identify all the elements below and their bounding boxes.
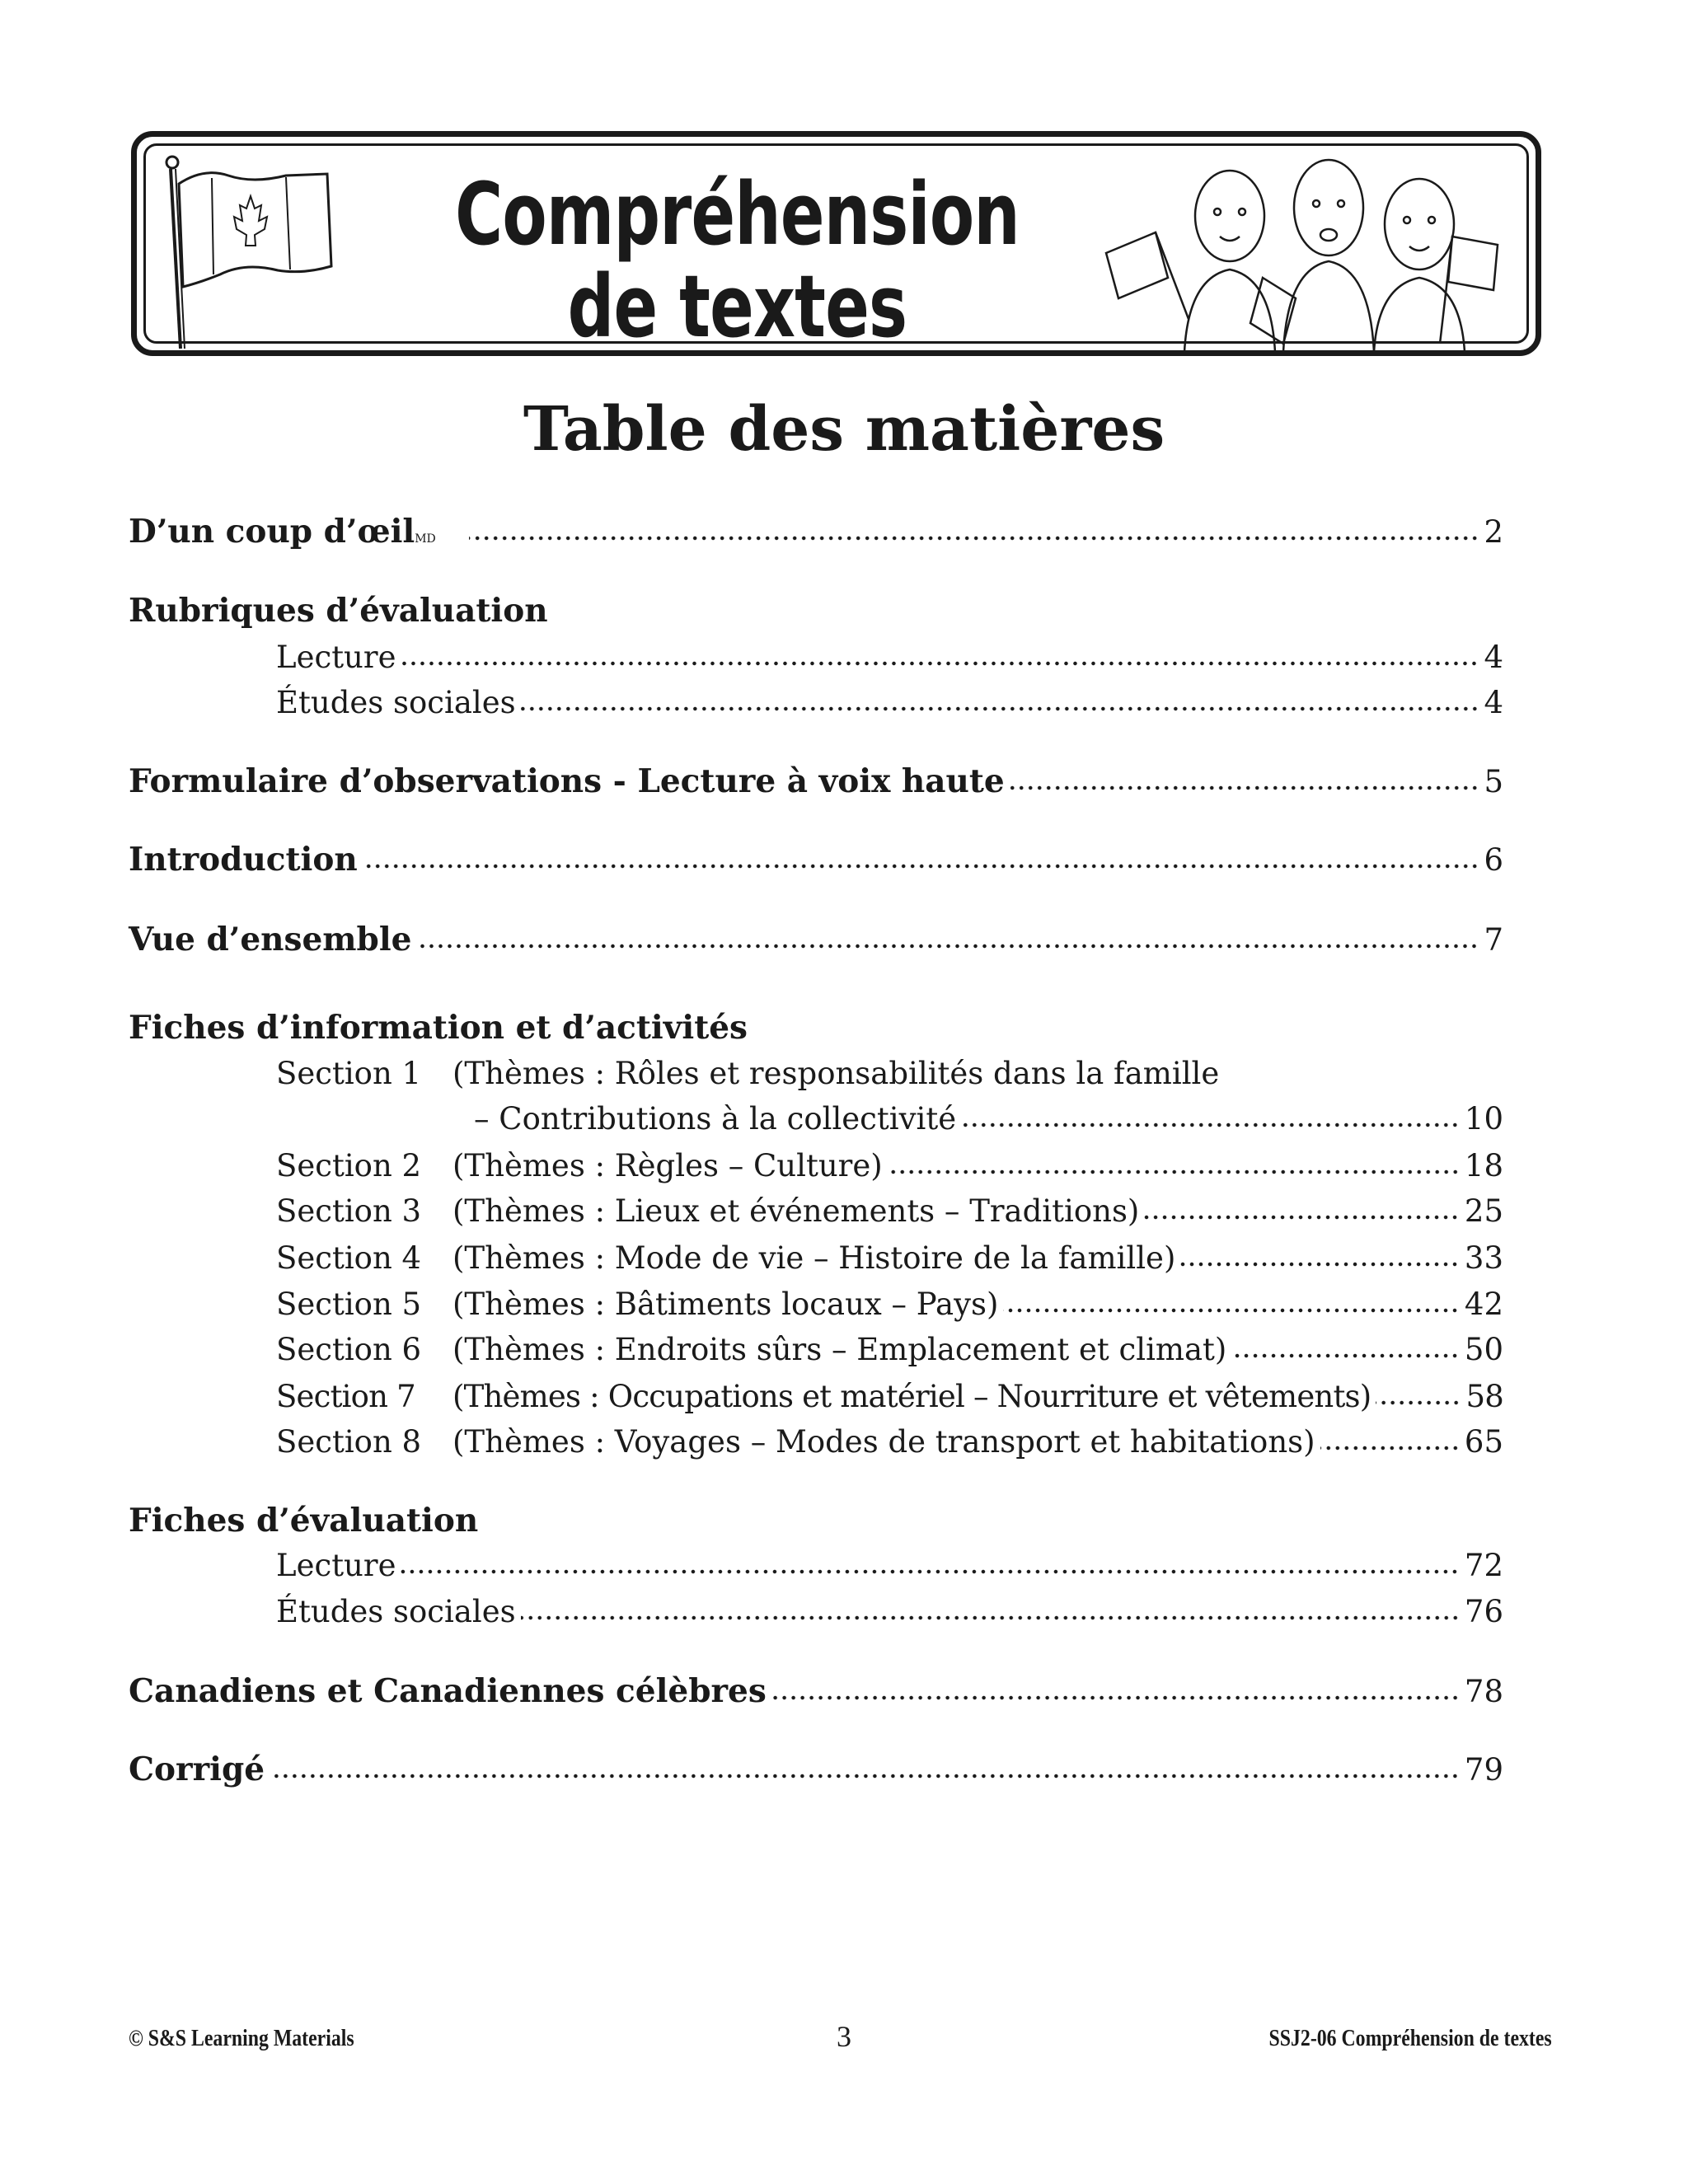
toc-entry-section-8[interactable] [276, 1424, 1503, 1460]
section-label: Section 4 [276, 1240, 422, 1276]
toc-heading-fiches-evaluation [129, 1502, 1503, 1540]
toc-label: Fiches d’évaluation [129, 1502, 479, 1540]
banner-inner-border [143, 143, 1529, 357]
section-label: Section 5 [276, 1286, 422, 1322]
toc-entry-eval-etudes-sociales[interactable] [276, 1594, 1503, 1630]
toc-heading-fiches [129, 1009, 1503, 1047]
dot-leader [270, 1772, 1460, 1780]
toc-label: Formulaire d’observations - Lecture à voix haute [129, 762, 1005, 800]
dot-leader [1320, 1444, 1460, 1452]
toc-page: 50 [1464, 1332, 1503, 1367]
toc-page: 65 [1464, 1424, 1503, 1460]
dot-leader [521, 1614, 1460, 1622]
toc-label: Études sociales [276, 1594, 516, 1629]
toc-page: 42 [1464, 1286, 1503, 1322]
toc-page: 7 [1484, 922, 1503, 958]
section-themes: (Thèmes : Lieux et événements – Traditions) [452, 1193, 1140, 1229]
footer-page-number: 3 [837, 2020, 851, 2053]
toc-label: D’un coup d’œil [129, 513, 415, 551]
toc-label: Corrigé [129, 1750, 265, 1788]
section-label: Section 7 [276, 1379, 415, 1414]
dot-leader [961, 1121, 1460, 1129]
trademark-sup: MD [415, 532, 436, 546]
dot-leader [401, 1568, 1459, 1576]
footer-book-code: SSJ2-06 Compréhension de textes [1268, 2026, 1552, 2051]
dot-leader [1180, 1260, 1460, 1268]
toc-page: 4 [1484, 640, 1503, 675]
toc-page: 10 [1464, 1101, 1503, 1137]
toc-label: Lecture [276, 1548, 396, 1583]
toc-page: 6 [1484, 842, 1503, 878]
toc-entry-section-2[interactable] [276, 1148, 1503, 1184]
section-themes: (Thèmes : Occupations et matériel – Nourriture et vêtements) [452, 1379, 1372, 1414]
toc-entry-formulaire[interactable] [129, 762, 1503, 801]
dot-leader [1231, 1352, 1460, 1360]
page-title: Table des matières [523, 394, 1165, 465]
toc-entry-section-4[interactable] [276, 1240, 1503, 1277]
toc-entry-section-5[interactable] [276, 1286, 1503, 1323]
toc-page: 25 [1464, 1193, 1503, 1229]
toc-entry-rubriques-lecture[interactable] [276, 640, 1503, 676]
dot-leader [401, 659, 1479, 668]
toc-page: 78 [1464, 1674, 1503, 1709]
section-themes-continued: – Contributions à la collectivité [474, 1101, 957, 1137]
section-themes: (Thèmes : Règles – Culture) [452, 1148, 883, 1183]
toc-page: 4 [1484, 685, 1503, 720]
dot-leader [363, 862, 1479, 870]
toc-entry-section-3[interactable] [276, 1193, 1503, 1230]
banner-title-line2: de textes [567, 256, 907, 357]
section-label: Section 6 [276, 1332, 422, 1367]
dot-leader [888, 1168, 1460, 1176]
toc-entry-section-6[interactable] [276, 1332, 1503, 1368]
section-themes: (Thèmes : Rôles et responsabilités dans la famille [452, 1056, 1220, 1091]
toc-entry-section-1-continued[interactable] [276, 1101, 1503, 1137]
section-label: Section 3 [276, 1193, 422, 1229]
toc-heading-rubriques [129, 592, 1503, 630]
banner-title-line1: Compréhension [455, 164, 1020, 265]
toc-label: Lecture [276, 640, 396, 675]
toc-label: Études sociales [276, 685, 516, 720]
section-themes: (Thèmes : Mode de vie – Histoire de la famille) [452, 1240, 1176, 1276]
toc-label: Introduction [129, 841, 358, 879]
toc-label: Fiches d’information et d’activités [129, 1009, 748, 1047]
toc-entry-introduction[interactable] [129, 841, 1503, 879]
toc-page: 79 [1464, 1752, 1503, 1788]
toc-page: 2 [1484, 514, 1503, 550]
toc-label: Vue d’ensemble [129, 921, 412, 958]
section-label: Section 1 [276, 1056, 422, 1091]
dot-leader [521, 705, 1479, 713]
dot-leader [771, 1694, 1460, 1702]
toc-entry-section-1[interactable] [276, 1056, 1503, 1092]
toc-entry-section-7[interactable] [276, 1379, 1503, 1415]
section-themes: (Thèmes : Bâtiments locaux – Pays) [452, 1286, 999, 1322]
toc-page: 76 [1464, 1594, 1503, 1629]
dot-leader [1003, 1306, 1460, 1315]
dot-leader [469, 534, 1479, 542]
section-label: Section 2 [276, 1148, 422, 1183]
toc-page: 5 [1484, 764, 1503, 799]
toc-page: 58 [1465, 1379, 1503, 1414]
toc-entry-vue-d-ensemble[interactable] [129, 921, 1503, 959]
toc-entry-eval-lecture[interactable] [276, 1548, 1503, 1584]
title-banner [131, 131, 1541, 356]
toc-page: 72 [1464, 1548, 1503, 1583]
section-themes: (Thèmes : Voyages – Modes de transport et habitations) [452, 1424, 1315, 1460]
toc-label: Canadiens et Canadiennes célèbres [129, 1672, 767, 1710]
dot-leader [1144, 1213, 1460, 1221]
children-with-flags-icon [1090, 154, 1502, 352]
dot-leader [416, 942, 1479, 950]
dot-leader [1376, 1399, 1461, 1407]
toc-entry-d-un-coup-d-oeil[interactable] [129, 513, 1503, 551]
toc-entry-rubriques-etudes-sociales[interactable] [276, 685, 1503, 721]
section-label: Section 8 [276, 1424, 422, 1460]
toc-entry-corrige[interactable] [129, 1750, 1503, 1789]
footer-copyright: © S&S Learning Materials [129, 2026, 354, 2051]
toc-label: Rubriques d’évaluation [129, 592, 548, 630]
toc-page: 33 [1464, 1240, 1503, 1276]
toc-entry-canadiens[interactable] [129, 1672, 1503, 1711]
toc-page: 18 [1464, 1148, 1503, 1183]
section-themes: (Thèmes : Endroits sûrs – Emplacement et climat) [452, 1332, 1227, 1367]
dot-leader [1010, 784, 1479, 792]
